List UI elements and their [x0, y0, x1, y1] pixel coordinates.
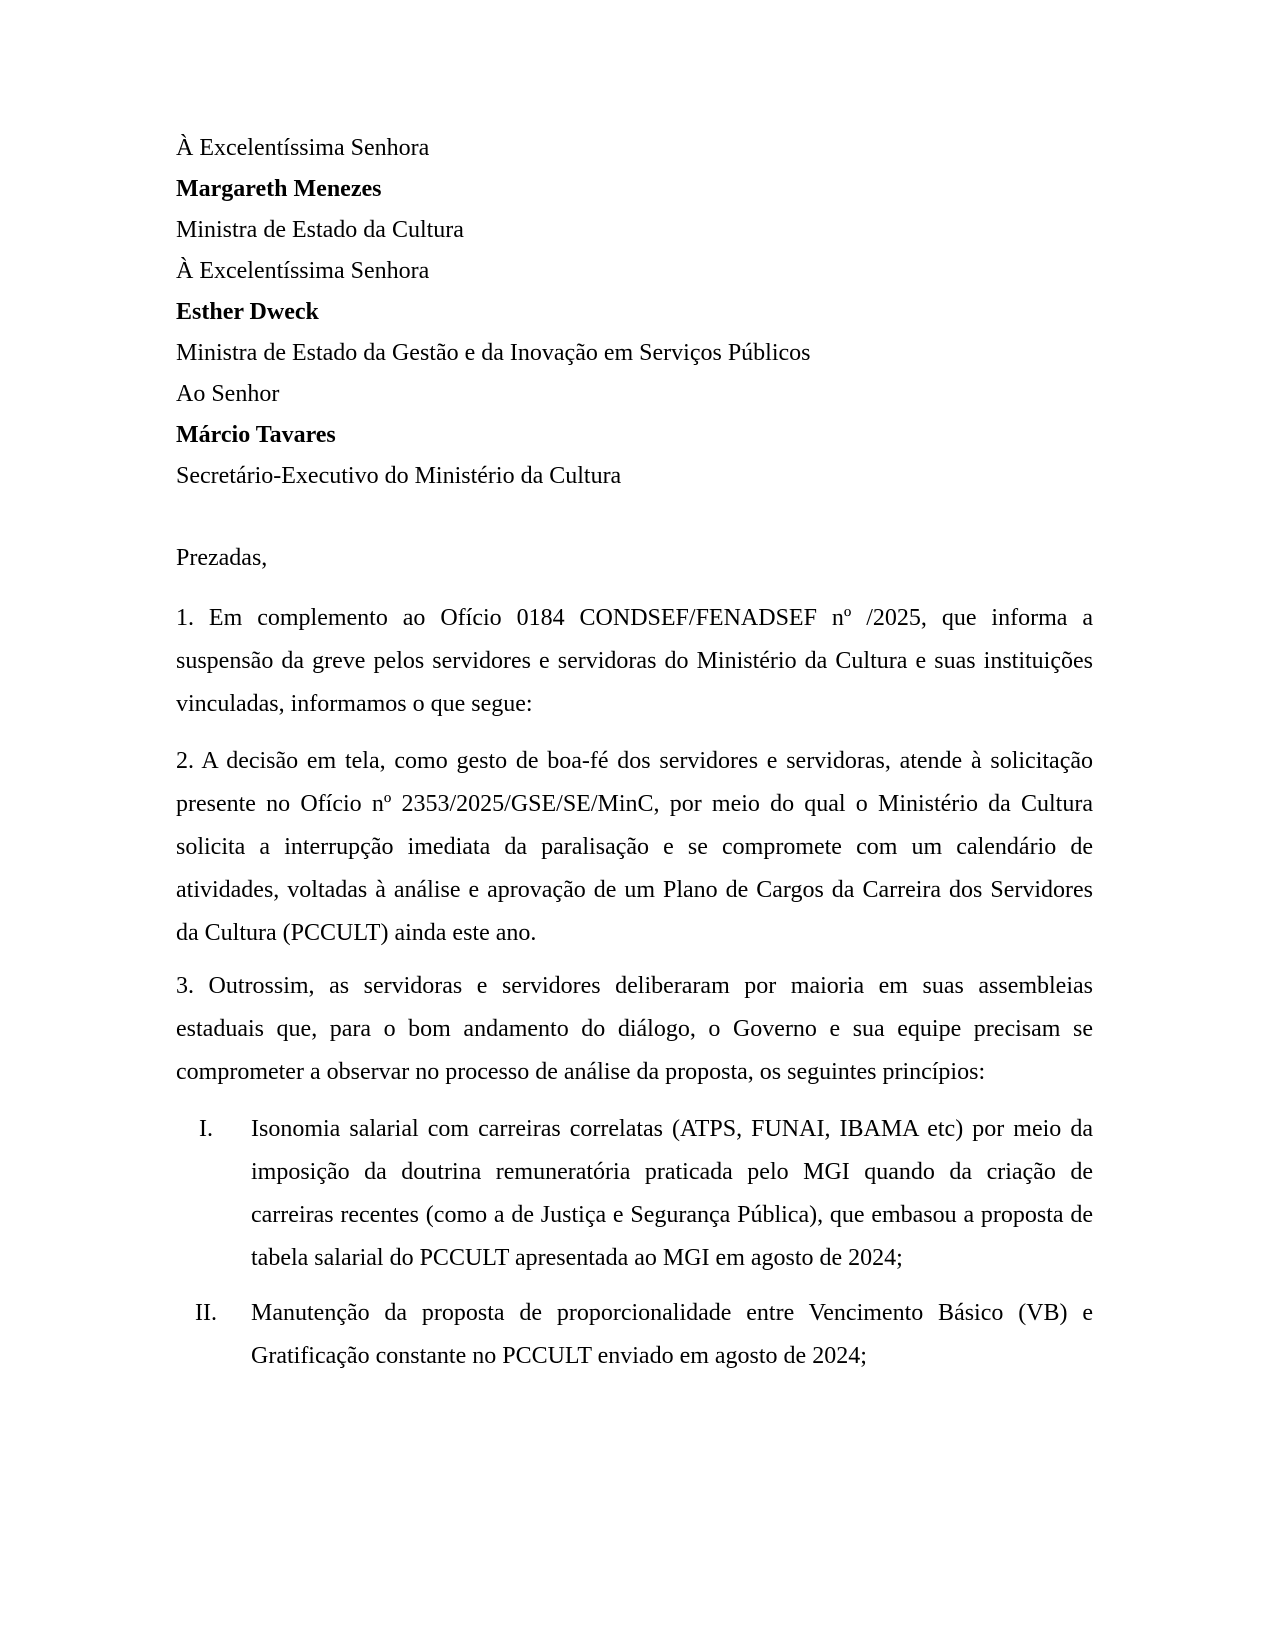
addressee-name: Margareth Menezes	[176, 176, 382, 202]
addressee-name: Esther Dweck	[176, 299, 319, 325]
principle-text: Isonomia salarial com carreiras correlatas (ATPS, FUNAI, IBAMA etc) por meio da imposição da doutrina remuneratória praticada pelo MGI quando da criação de carreiras recentes (como a de Justiça e Segurança Pública), que embasou a proposta de tabela salarial do PCCULT apresentada ao MGI em agosto de 2024;	[251, 1116, 1093, 1271]
addressee-role: Ministra de Estado da Gestão e da Inovação em Serviços Públicos	[176, 340, 811, 366]
paragraph-3: 3. Outrossim, as servidoras e servidores deliberaram por maioria em suas assembleias estaduais que, para o bom andamento do diálogo, o Governo e sua equipe precisam se comprometer a observar no processo de análise da proposta, os seguintes princípios:	[176, 973, 1093, 1085]
list-marker: I.	[199, 1116, 213, 1142]
greeting: Prezadas,	[176, 545, 268, 571]
paragraph-2: 2. A decisão em tela, como gesto de boa-fé dos servidores e servidoras, atende à solicitação presente no Ofício nº 2353/2025/GSE/SE/MinC, por meio do qual o Ministério da Cultura solicita a interrupção imediata da paralisação e se compromete com um calendário de atividades, voltadas à análise e aprovação de um Plano de Cargos da Carreira dos Servidores da Cultura (PCCULT) ainda este ano.	[176, 748, 1093, 946]
addressee-salutation: À Excelentíssima Senhora	[176, 258, 430, 284]
paragraph-1: 1. Em complemento ao Ofício 0184 CONDSEF/FENADSEF nº /2025, que informa a suspensão da greve pelos servidores e servidoras do Ministério da Cultura e suas instituições vinculadas, informamos o que segue:	[176, 605, 1093, 717]
list-marker: II.	[195, 1300, 217, 1326]
addressee-name: Márcio Tavares	[176, 422, 336, 448]
principle-text: Manutenção da proposta de proporcionalidade entre Vencimento Básico (VB) e Gratificação constante no PCCULT enviado em agosto de 2024;	[251, 1300, 1093, 1369]
addressee-role: Ministra de Estado da Cultura	[176, 217, 464, 243]
addressee-salutation: Ao Senhor	[176, 381, 280, 407]
addressee-salutation: À Excelentíssima Senhora	[176, 135, 430, 161]
addressee-role: Secretário-Executivo do Ministério da Cultura	[176, 463, 622, 489]
